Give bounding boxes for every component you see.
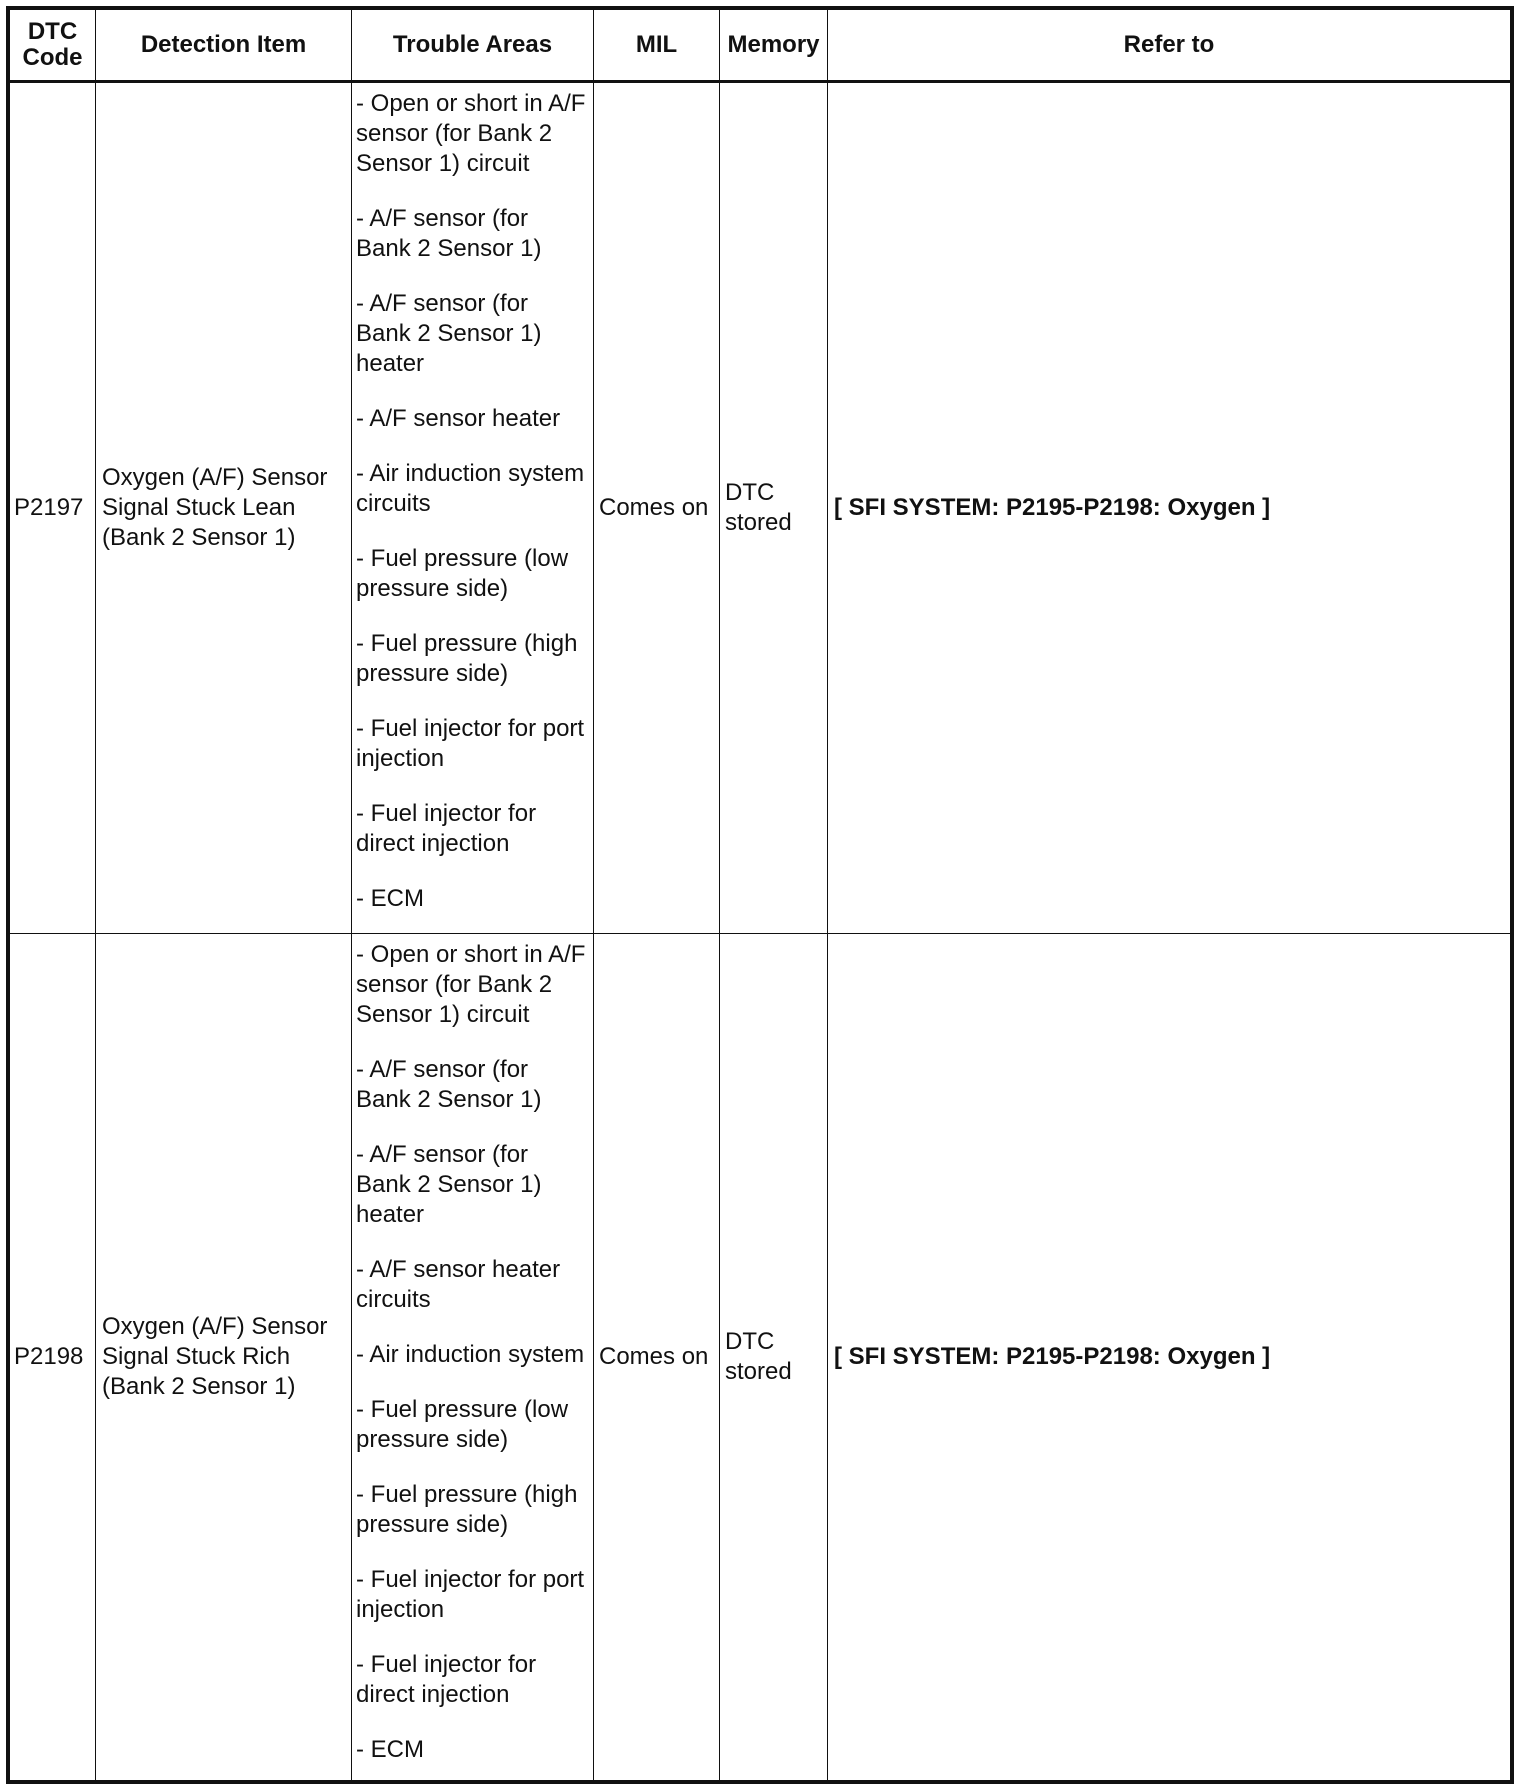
trouble-area-item: - Fuel pressure (high pressure side) [356,1481,578,1538]
trouble-area-item: - Open or short in A/F sensor (for Bank 2 Sensor 1) circuit [356,941,586,1028]
trouble-area-item: - A/F sensor heater circuits [356,1256,561,1313]
header-mil: MIL [594,10,720,82]
header-trouble-areas: Trouble Areas [352,10,594,82]
header-memory: Memory [720,10,828,82]
dtc-document [6,6,1514,1784]
trouble-area-item: - Fuel injector for port injection [356,1566,585,1623]
trouble-area-item: - ECM [356,885,424,912]
dtc-code-cell: P2198 [10,934,96,1781]
header-dtc-code-line2: Code [22,44,83,71]
table-row [10,82,1511,934]
trouble-area-item: - Air induction system [356,1341,585,1368]
refer-to-link[interactable]: [ SFI SYSTEM: P2195-P2198: Oxygen ] [828,82,1511,934]
trouble-area-item: - A/F sensor heater [356,405,561,432]
memory-cell: DTC stored [720,934,828,1781]
header-dtc-code [10,10,96,82]
trouble-areas-cell [352,82,594,934]
trouble-area-item: - Fuel injector for direct injection [356,1651,537,1708]
trouble-area-item: - Fuel injector for direct injection [356,800,537,857]
dtc-code-cell: P2197 [10,82,96,934]
trouble-area-item: - Open or short in A/F sensor (for Bank 2 Sensor 1) circuit [356,90,586,177]
trouble-area-item: - ECM [356,1736,424,1763]
trouble-area-item: - Fuel pressure (high pressure side) [356,630,578,687]
header-dtc-code-line1: DTC [27,18,78,45]
header-detection-item: Detection Item [96,10,352,82]
trouble-area-item: - A/F sensor (for Bank 2 Sensor 1) [356,205,542,262]
header-row [10,10,1511,82]
trouble-area-item: - Fuel injector for port injection [356,715,585,772]
trouble-area-item: - A/F sensor (for Bank 2 Sensor 1) heater [356,1141,542,1228]
mil-cell: Comes on [594,934,720,1781]
trouble-areas-cell [352,934,594,1781]
trouble-area-item: - A/F sensor (for Bank 2 Sensor 1) [356,1056,542,1113]
table-row [10,934,1511,1781]
detection-item-cell: Oxygen (A/F) Sensor Signal Stuck Rich (Bank 2 Sensor 1) [96,934,352,1781]
trouble-area-item: - Air induction system circuits [356,460,585,517]
memory-cell: DTC stored [720,82,828,934]
mil-cell: Comes on [594,82,720,934]
dtc-table [9,9,1511,1781]
trouble-area-item: - Fuel pressure (low pressure side) [356,545,569,602]
trouble-area-item: - Fuel pressure (low pressure side) [356,1396,569,1453]
trouble-area-item: - A/F sensor (for Bank 2 Sensor 1) heater [356,290,542,377]
detection-item-cell: Oxygen (A/F) Sensor Signal Stuck Lean (Bank 2 Sensor 1) [96,82,352,934]
header-refer-to: Refer to [828,10,1511,82]
refer-to-link[interactable]: [ SFI SYSTEM: P2195-P2198: Oxygen ] [828,934,1511,1781]
